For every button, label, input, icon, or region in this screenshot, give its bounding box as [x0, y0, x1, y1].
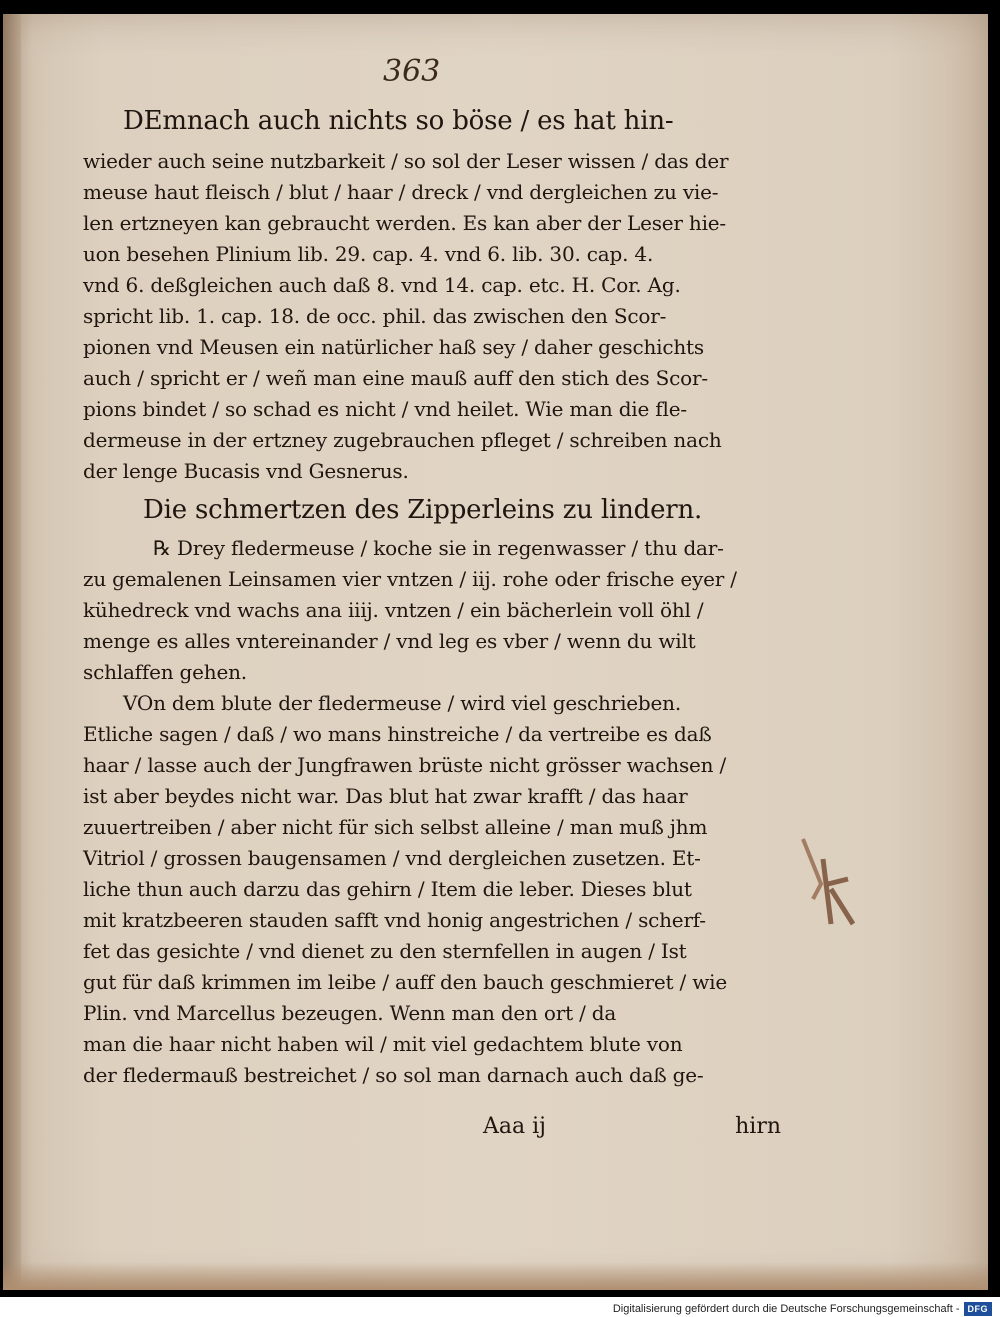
catchword-line [473, 1114, 793, 1150]
text-line: gut für daß krimmen im leibe / auff den bauch geschmieret / wie [83, 970, 727, 994]
text-line: vnd 6. deßgleichen auch daß 8. vnd 14. cap. etc. H. Cor. Ag. [83, 273, 681, 297]
text-line: wieder auch seine nutzbarkeit / so sol der Leser wissen / das der [83, 149, 729, 173]
text-line: meuse haut fleisch / blut / haar / dreck / vnd dergleichen zu vie- [83, 180, 719, 204]
text-line: kühedreck vnd wachs ana iiij. vntzen / ein bächerlein voll öhl / [83, 598, 704, 622]
text-line: man die haar nicht haben wil / mit viel gedachtem blute von [83, 1032, 683, 1056]
text-line: auch / spricht er / weñ man eine mauß auff den stich des Scor- [83, 366, 708, 390]
text-line: spricht lib. 1. cap. 18. de occ. phil. das zwischen den Scor- [83, 304, 667, 328]
margin-ink-mark [793, 829, 863, 939]
catchword: hirn [735, 1114, 781, 1139]
text-line: zu gemalenen Leinsamen vier vntzen / iij. rohe oder frische eyer / [83, 567, 737, 591]
text-line: VOn dem blute der fledermeuse / wird viel geschrieben. [123, 691, 681, 715]
text-line: uon besehen Plinium lib. 29. cap. 4. vnd 6. lib. 30. cap. 4. [83, 242, 654, 266]
section-heading: Die schmertzen des Zipperleins zu lindern. [143, 495, 703, 525]
text-line: pions bindet / so schad es nicht / vnd heilet. Wie man die fle- [83, 397, 687, 421]
text-line: haar / lasse auch der Jungfrawen brüste nicht grösser wachsen / [83, 753, 727, 777]
text-line: der fledermauß bestreichet / so sol man darnach auch daß ge- [83, 1063, 704, 1087]
text-line: DEmnach auch nichts so böse / es hat hin- [123, 106, 674, 136]
text-line: pionen vnd Meusen ein natürlicher haß sey / daher geschichts [83, 335, 704, 359]
digitization-footer [613, 1302, 992, 1316]
body-text [83, 96, 783, 1091]
page-number: 363 [383, 54, 441, 89]
text-line: Etliche sagen / daß / wo mans hinstreiche / da vertreibe es daß [83, 722, 712, 746]
text-line: liche thun auch darzu das gehirn / Item die leber. Dieses blut [83, 877, 692, 901]
text-line: fet das gesichte / vnd dienet zu den sternfellen in augen / Ist [83, 939, 687, 963]
signature-mark: Aaa ij [483, 1114, 546, 1139]
text-line: zuuertreiben / aber nicht für sich selbst alleine / man muß jhm [83, 815, 708, 839]
dfg-logo-icon: DFG [964, 1302, 993, 1316]
text-line: ℞ Drey fledermeuse / koche sie in regenwasser / thu dar- [153, 536, 724, 560]
page-edge-bottom-stain [3, 1262, 988, 1290]
footer-text: Digitalisierung gefördert durch die Deutsche Forschungsgemeinschaft - [612, 1303, 960, 1315]
book-page [3, 14, 988, 1290]
page-edge-shadow [3, 14, 21, 1290]
text-line: Plin. vnd Marcellus bezeugen. Wenn man den ort / da [83, 1001, 617, 1025]
text-line: dermeuse in der ertzney zugebrauchen pfleget / schreiben nach [83, 428, 722, 452]
text-line: menge es alles vntereinander / vnd leg es vber / wenn du wilt [83, 629, 696, 653]
text-line: Vitriol / grossen baugensamen / vnd dergleichen zusetzen. Et- [83, 846, 701, 870]
text-line: len ertzneyen kan gebraucht werden. Es kan aber der Leser hie- [83, 211, 726, 235]
text-line: der lenge Bucasis vnd Gesnerus. [83, 459, 409, 483]
text-line: ist aber beydes nicht war. Das blut hat zwar krafft / das haar [83, 784, 688, 808]
text-line: mit kratzbeeren stauden safft vnd honig angestrichen / scherf- [83, 908, 706, 932]
text-line: schlaffen gehen. [83, 660, 247, 684]
